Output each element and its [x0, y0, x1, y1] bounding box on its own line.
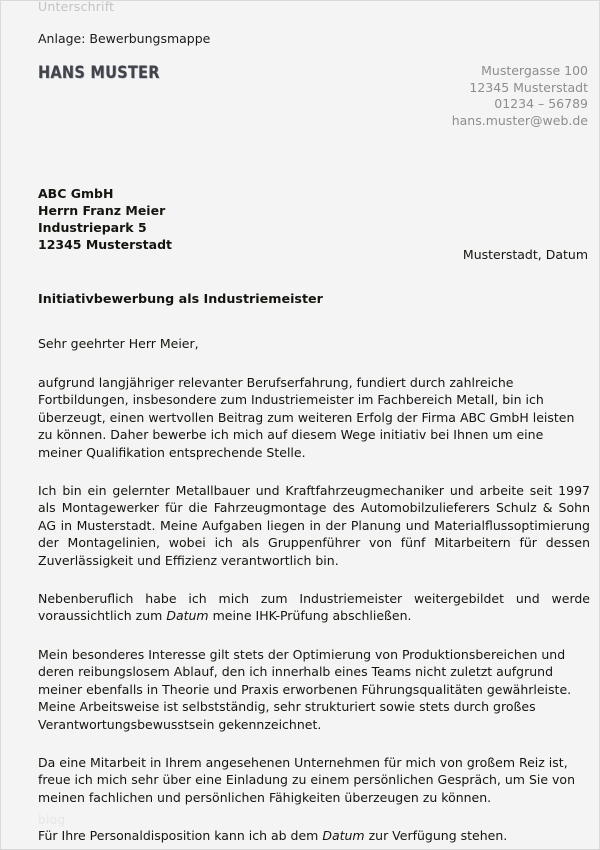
recipient-company: ABC GmbH — [38, 186, 114, 201]
subject-line: Initiativbewerbung als Industriemeister — [38, 291, 323, 306]
recipient-street: Industriepark 5 — [38, 220, 147, 235]
recipient-city: 12345 Musterstadt — [38, 237, 173, 252]
letter-paragraph: Nebenberuflich habe ich mich zum Industriemeister weitergebildet und werde voraussichtlich zum Datum meine IHK-Prüfung abschließen. — [38, 591, 590, 624]
recipient-address-block — [38, 185, 172, 253]
attachment-line: Anlage: Bewerbungsmappe — [38, 31, 211, 46]
recipient-person: Herrn Franz Meier — [38, 203, 166, 218]
salutation: Sehr geehrter Herr Meier, — [38, 336, 199, 351]
sender-address-block — [452, 63, 588, 129]
sender-name: HANS MUSTER — [38, 63, 160, 82]
letter-paragraph: Für Ihre Personaldisposition kann ich ab dem Datum zur Verfügung stehen. — [38, 828, 508, 844]
sender-email: hans.muster@web.de — [451, 112, 588, 128]
placeholder-emphasis: Datum — [322, 828, 365, 844]
dateline: Musterstadt, Datum — [462, 247, 588, 262]
placeholder-emphasis: Datum — [166, 608, 209, 624]
blog-watermark: blog — [38, 813, 66, 827]
letter-paragraph: aufgrund langjähriger relevanter Berufserfahrung, fundiert durch zahlreiche Fortbildungen, insbesondere zum Industriemeister im Fachbereich Metall, bin ich überzeugt, einen wertvollen Beitrag zum weiteren Erfolg der Firma ABC GmbH leisten zu können. Daher bewerbe ich mich auf diesem Wege initiativ bei Ihnen um eine meiner Qualifikation entsprechende Stelle. — [38, 375, 575, 460]
letter-paragraph: Mein besonderes Interesse gilt stets der Optimierung von Produktionsbereichen und deren reibungslosem Ablauf, den ich innerhalb eines Teams nicht zuletzt aufgrund meiner ebenfalls in Theorie und Praxis erworbenen Führungsqualitäten gewährleiste. Meine Arbeitsweise ist selbstständig, sehr strukturiert sowie stets durch großes Verantwortungsbewusstsein gekennzeichnet. — [38, 646, 572, 732]
letter-paragraph: Ich bin ein gelernter Metallbauer und Kraftfahrzeugmechaniker und arbeite seit 1997 als Montagewerker für die Fahrzeugmontage des Automobilzulieferers Schulz & Sohn AG in Musterstadt. Meine Aufgaben liegen in der Planung und Materialflussoptimierung der Montagelinien, wobei ich als Gruppenführer von fünf Mitarbeitern für dessen Zuverlässigkeit und Effizienz verantwortlich bin. — [38, 483, 590, 568]
sender-address-line: 12345 Musterstadt — [469, 79, 588, 95]
sender-address-line: Mustergasse 100 — [481, 63, 588, 78]
sender-phone: 01234 – 56789 — [494, 96, 588, 111]
letter-paragraph: Da eine Mitarbeit in Ihrem angesehenen Unternehmen für mich von großem Reiz ist, freue ich mich sehr über eine Einladung zu einem persönlichen Gespräch, um Sie von meinen fachlichen und persönlichen Fähigkeiten überzeugen zu können. — [38, 754, 575, 805]
signature-label: Unterschrift — [38, 0, 115, 14]
letter-body — [38, 335, 590, 845]
